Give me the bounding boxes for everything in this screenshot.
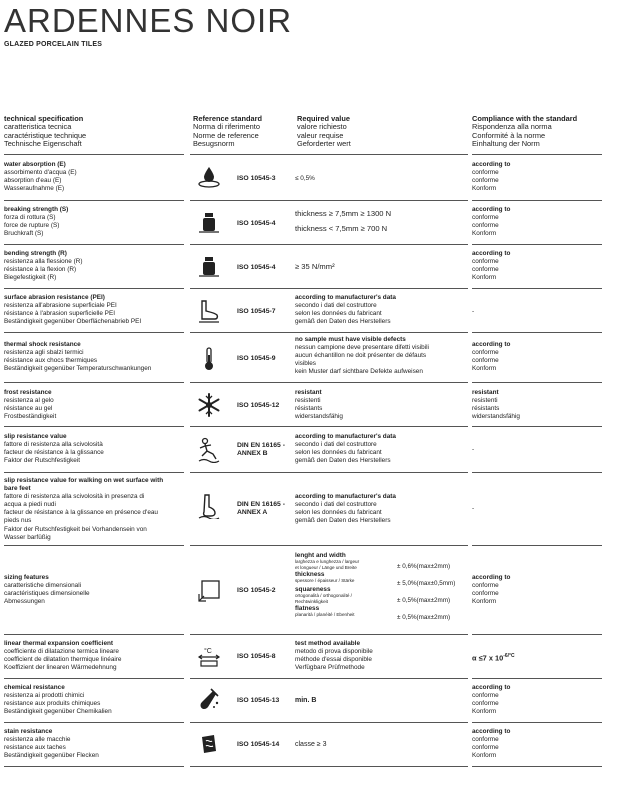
required-value: ≥ 35 N/mm² [295,262,335,271]
spec-breaking-strength: breaking strength (S) forza di rottura (S) force de rupture (S) Bruchkraft (S) [4,206,69,238]
compliance: according to conforme conforme Konform [472,574,511,606]
iso-standard: ISO 10545-14 [237,741,280,748]
spec-water-absorption: water absorption (E) assorbimento d'acqua (E) absorption d'eau (E) Wasseraufnahme (E) [4,161,77,193]
spec-frost-resistance: frost resistance resistenza al gelo résistance au gel Frostbeständigkeit [4,389,57,421]
compliance: according to conforme conforme Konform [472,250,511,282]
foot-abrasion-icon [196,298,222,324]
chemical-tube-icon [196,687,222,713]
page-subtitle: GLAZED PORCELAIN TILES [4,41,103,48]
slip-shoe-icon [196,437,222,463]
spec-sizing-features: sizing features caratteristiche dimensionali caractéristiques dimensionelle Abmessungen [4,574,90,606]
compliance: - [472,446,475,453]
required-value: ≤ 0,5% [295,175,315,182]
spec-thermal-shock: thermal shock resistance resistenza agli sbalzi termici résistance aux chocs thermiques Beständigkeit gegenüber Temperaturschwankungen [4,341,152,373]
iso-standard: ISO 10545-13 [237,697,280,704]
compliance: according to conforme conforme Konform [472,206,511,238]
compliance: according to conforme conforme Konform [472,684,511,716]
iso-standard: DIN EN 16165 - ANNEX A [237,501,285,516]
required-value: test method available metodo di prova disponibile méthode d'essai disponible Verfügbare Prüfmethode [295,640,373,672]
required-value: according to manufacturer's data secondo i dati del costruttore selon les données du fabricant gemäß den Daten des Herstellers [295,493,396,525]
stain-cloth-icon [196,731,222,757]
required-value: classe ≥ 3 [295,741,327,748]
spec-surface-abrasion: surface abrasion resistance (PEI) resistenza all'abrasione superficiale PEI résistance à l'abrasion superficielle PEI Beständigkeit gegenüber Oberflächenabrieb PEI [4,294,142,326]
required-value: according to manufacturer's data secondo i dati del costruttore selon les données du fabricant gemäß den Daten des Herstellers [295,294,396,326]
tolerance-squareness: ± 0,5%(max±2mm) [397,597,451,604]
iso-standard: ISO 10545-8 [237,653,276,660]
dimension-square-icon [196,578,222,604]
bare-foot-icon [196,493,222,519]
compliance: α ≤7 x $10^{-6/^\circ C}$ [472,653,515,663]
divider [190,154,468,155]
weight-icon [196,209,222,235]
tolerance-length: ± 0,6%(max±2mm) [397,563,451,570]
header-comp: Compliance with the standard Rispondenza alla norma Conformité à la norme Einhaltung der Norm [472,114,578,149]
required-value: according to manufacturer's data secondo i dati del costruttore selon les données du fabricant gemäß den Daten des Herstellers [295,433,396,465]
spec-chemical-resistance: chemical resistance resistenza ai prodotti chimici resistance aux produits chimiques Beständigkeit gegenüber Chemikalien [4,684,112,716]
header-req: Required value valore richiesto valeur requise Geforderter wert [297,114,351,149]
thermal-expansion-icon [196,644,222,670]
water-drop-icon [196,164,222,190]
required-value: min. B [295,697,317,704]
iso-standard: ISO 10545-12 [237,402,280,409]
svg-text:°C: °C [204,648,212,655]
iso-standard: ISO 10545-4 [237,220,276,227]
header-spec: technical specification caratteristica tecnica caractéristique technique Technische Eigenschaft [4,114,87,149]
spec-stain-resistance: stain resistance resistenza alle macchie resistance aux taches Beständigkeit gegenüber Flecken [4,728,99,760]
required-value: resistant resistenti résistants widerstandsfähig [295,389,343,421]
compliance: - [472,505,475,512]
snowflake-icon [196,392,222,418]
iso-standard: ISO 10545-9 [237,355,276,362]
divider [4,154,184,155]
spec-bending-strength: bending strength (R) resistenza alla flessione (R) résistance à la flexion (R) Biegefestigkeit (R) [4,250,83,282]
spec-slip-resistance: slip resistance value fattore di resistenza alla scivolosità facteur de résistance à la glissance Faktor der Rutschfestigkeit [4,433,104,465]
page-title: ARDENNES NOIR [4,2,293,39]
compliance: resistant resistenti résistants widerstandsfähig [472,389,520,421]
compliance: - [472,308,475,315]
tolerance-thickness: ± 5,0%(max±0,5mm) [397,580,456,587]
tolerance-flatness: ± 0,5%(max±2mm) [397,614,451,621]
compliance: according to conforme conforme Konform [472,161,511,193]
header-spec-en: technical specification [4,114,84,123]
divider [472,154,602,155]
iso-standard: ISO 10545-3 [237,175,276,182]
iso-standard: DIN EN 16165 - ANNEX B [237,442,285,457]
iso-standard: ISO 10545-7 [237,308,276,315]
iso-standard: ISO 10545-2 [237,587,276,594]
required-value: lenght and width larghezza e lunghezza / largeur et longueur / Länge und Breite thickness spessore / épaisseur / Stärke squareness ortogonalità / orthogonalité / Rechtwinkligkeit flatness planarità / planéité / Ebenheit [295,552,360,617]
iso-standard: ISO 10545-4 [237,264,276,271]
spec-slip-barefoot: slip resistance value for walking on wet surface with bare feet fattore di resistenza alla scivolosità in presenza di acqua a piedi nudi facteur de résistance à la glissance en présence d'eau pieds nus Faktor der Rutschfestigkeit bei Vorhandensein von Wasser barfüßig [4,477,164,541]
weight-icon [196,253,222,279]
thermometer-icon [196,346,222,372]
compliance: according to conforme conforme Konform [472,728,511,760]
header-ref: Reference standard Norma di riferimento Norme de reference Besugsnorm [193,114,263,149]
required-value: thickness ≥ 7,5mm ≥ 1300 N thickness < 7,5mm ≥ 700 N [295,209,392,233]
required-value: no sample must have visible defects nessun campione deve presentare difetti visibili aucun échantillon ne doit présenter de défauts visibles kein Muster darf sichtbare Defekte aufweisen [295,336,429,376]
compliance: according to conforme conforme Konform [472,341,511,373]
spec-thermal-expansion: linear thermal expansion coefficient coefficiente di dilatazione termica lineare coefficient de dilatation thermique linéaire Koeffizient der linearen Wärmedehnung [4,640,122,672]
